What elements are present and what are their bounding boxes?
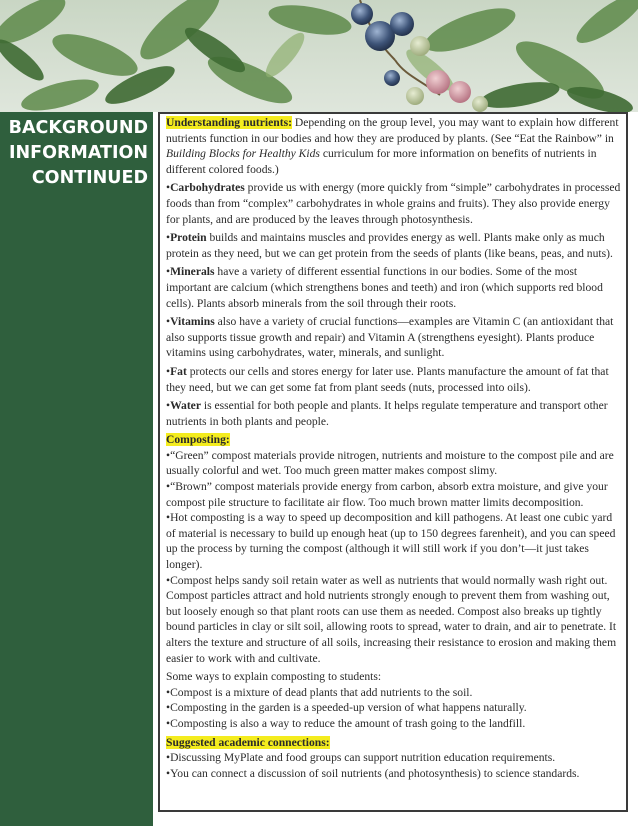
nutrient-item <box>166 364 621 395</box>
section-title <box>0 116 152 191</box>
academic-item: • Discussing MyPlate and food groups can support nutrition education requirements. <box>166 750 621 766</box>
nutrient-term: Water <box>170 399 201 413</box>
section-title-line: CONTINUED <box>31 168 148 188</box>
explain-intro: Some ways to explain composting to students: <box>166 670 382 684</box>
nutrient-term: Fat <box>170 364 187 378</box>
academic-heading-row <box>166 735 621 751</box>
section-title-line: BACKGROUND <box>8 118 148 138</box>
nutrient-text: also have a variety of crucial functions—examples are Vitamin C (an antioxidant that also supports tissue growth and repair) and Vitamin A (strengthens eyesight). Plants produce vitamins using carbohydrates, water, minerals, and sunlight. <box>166 315 614 360</box>
composting-item: • “Green” compost materials provide nitrogen, nutrients and moisture to the compost pile and are usually colorful and wet. Too much green matter makes compost slimy. <box>166 448 621 479</box>
composting-item: • Compost helps sandy soil retain water as well as nutrients that would normally wash right out. Compost particles attract and hold nutrients strongly enough to prevent them from washing out, but loosely enough so that plant roots can use them as needed. Compost also breaks up tightly bound particles in clay or silt soil, allowing roots to spread, water to drain, and air to penetrate. It alters the texture and structure of all soils, increasing their resistance to erosion and making them easier to work with and cultivate. <box>166 573 621 667</box>
nutrient-text: protects our cells and stores energy for later use. Plants manufacture the amount of fat that they need, but we can get some fat from plant seeds (nuts, processed into oils). <box>166 364 609 394</box>
nutrient-item <box>166 264 621 311</box>
nutrient-term: Carbohydrates <box>170 181 245 195</box>
composting-heading-row <box>166 432 621 448</box>
nutrient-text: provide us with energy (more quickly from “simple” carbohydrates in processed foods than from “complex” carbohydrates in whole grains and fruits). They also provide energy for plants, and are produced by the leaves through photosynthesis. <box>166 181 621 226</box>
nutrient-text: is essential for both people and plants. It helps regulate temperature and transport other nutrients in both plants and people. <box>166 399 608 428</box>
nutrients-intro <box>166 115 621 177</box>
nutrients-intro-text-end: curriculum for more information on benefits of nutrients in different colored foods.) <box>166 147 597 176</box>
composting-heading: Composting: <box>166 433 230 447</box>
book-title: Building Blocks for Healthy Kids <box>166 147 320 161</box>
explain-item: • Compost is a mixture of dead plants that add nutrients to the soil. <box>166 685 621 701</box>
nutrients-intro-text: Depending on the group level, you may want to explain how different nutrients function in our bodies and how they are produced by plants. (See “Eat the Rainbow” in <box>166 116 619 145</box>
nutrient-item <box>166 314 621 361</box>
blueberry-bush-photo <box>0 0 638 112</box>
explain-item: • Composting in the garden is a speeded-up version of what happens naturally. <box>166 700 621 716</box>
nutrient-term: Vitamins <box>170 315 215 329</box>
academic-item: • You can connect a discussion of soil nutrients (and photosynthesis) to science standards. <box>166 766 621 782</box>
nutrient-text: builds and maintains muscles and provides energy as well. Plants make only as much protein as they need, but we can get protein from the seeds of plants (like beans, peas, and nuts). <box>166 231 613 260</box>
content-body <box>166 115 621 781</box>
nutrient-text: have a variety of different essential functions in our bodies. Some of the most important are calcium (which strengthens bones and teeth) and iron (which supports red blood cells). Plants absorb minerals from the soil through their roots. <box>166 265 603 310</box>
composting-item: • Hot composting is a way to speed up decomposition and kill pathogens. At least one cubic yard of material is necessary to build up enough heat (up to 150 degrees farenheit), and you can speed up the process by turning the compost (although it will still work if you don’t—it just takes longer). <box>166 510 621 572</box>
sidebar-green-strip <box>0 112 153 826</box>
nutrients-heading: Understanding nutrients: <box>166 116 292 129</box>
explain-item: • Composting is also a way to reduce the amount of trash going to the landfill. <box>166 716 621 732</box>
academic-heading: Suggested academic connections: <box>166 735 330 749</box>
composting-item: • “Brown” compost materials provide energy from carbon, absorb extra moisture, and give your compost pile structure to facilitate air flow. Too much brown matter limits decomposition. <box>166 479 621 510</box>
section-title-line: INFORMATION <box>8 143 148 163</box>
nutrient-term: Protein <box>170 231 207 245</box>
nutrient-item <box>166 180 621 227</box>
nutrient-item <box>166 230 621 261</box>
nutrient-term: Minerals <box>170 265 215 279</box>
nutrient-item <box>166 398 621 429</box>
